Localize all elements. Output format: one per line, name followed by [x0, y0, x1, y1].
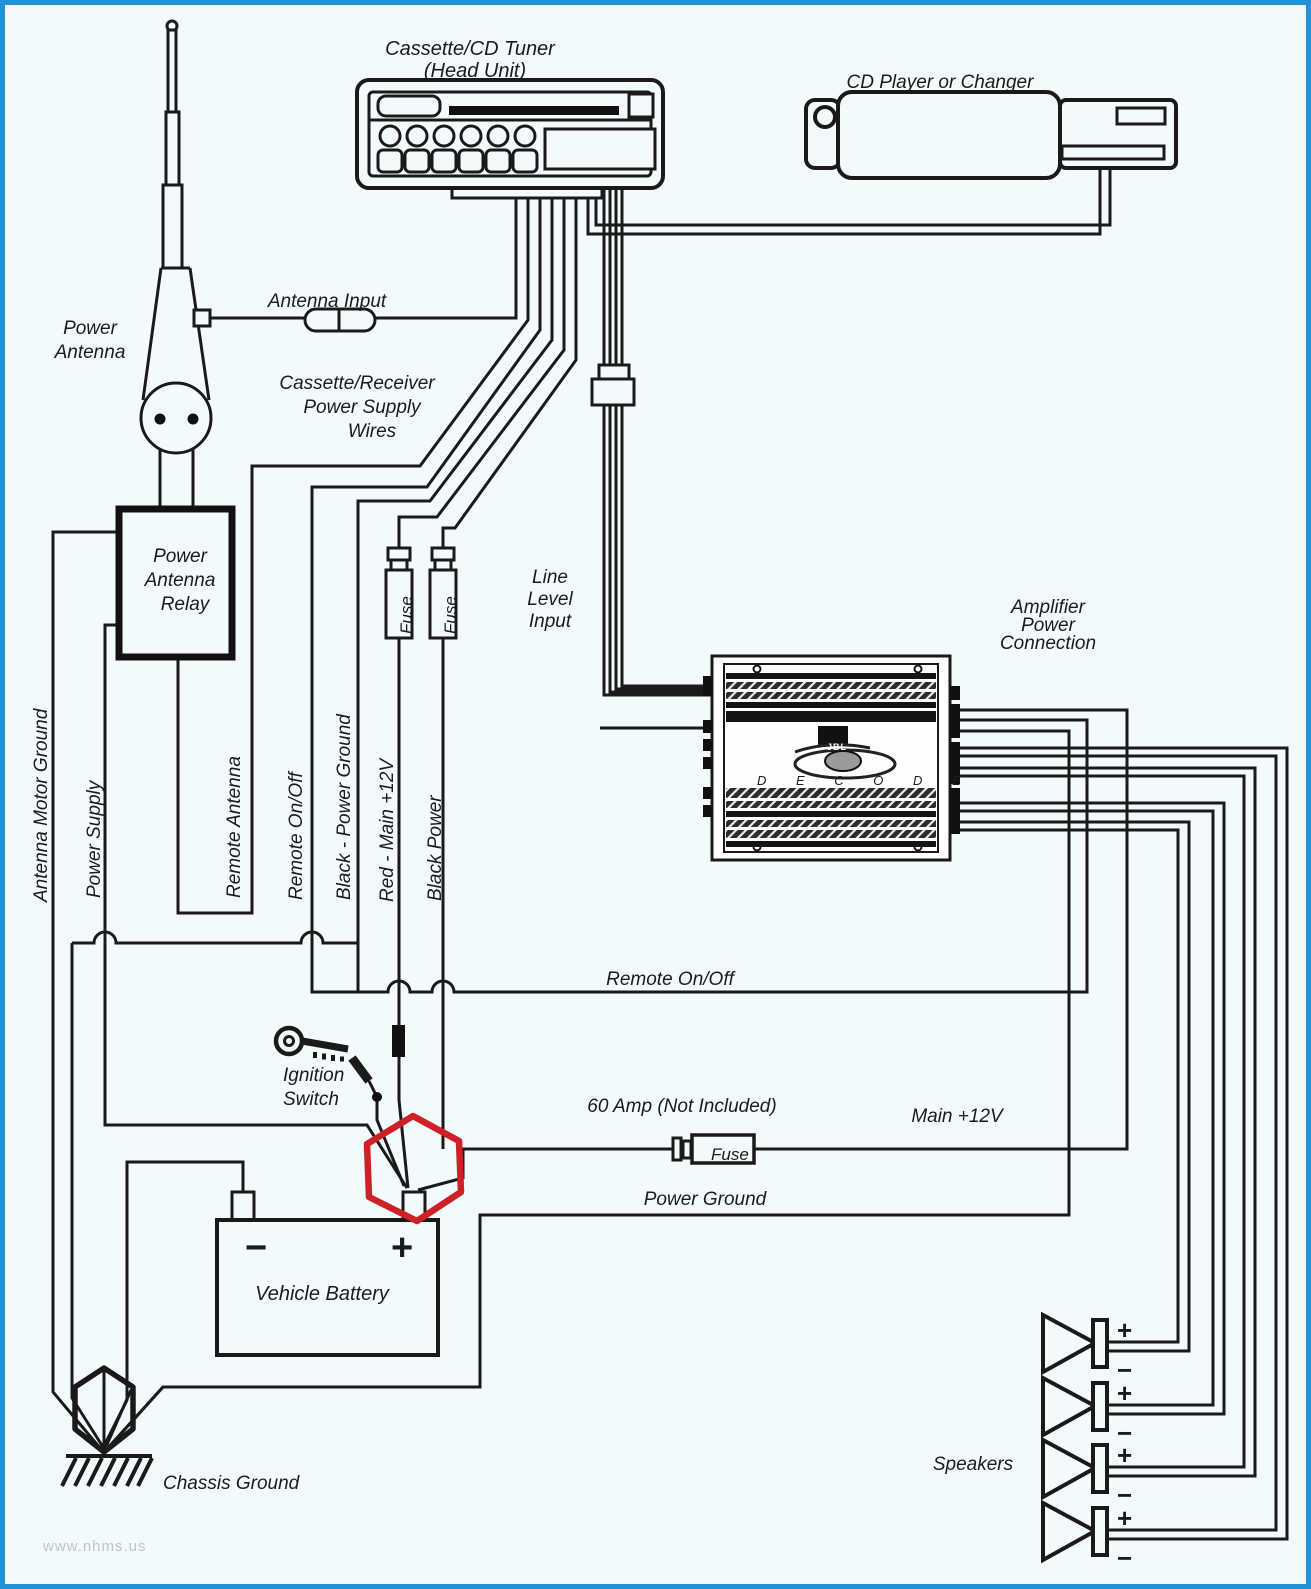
speaker1-pos: +	[1117, 1315, 1133, 1345]
line-level-label-line3: Input	[528, 611, 572, 632]
remote-on-off-label: Remote On/Off	[606, 969, 734, 990]
amplifier-label-line1: Amplifier	[1011, 597, 1085, 618]
watermark: www.nhms.us	[43, 1538, 147, 1555]
ignition-label-line1: Ignition	[283, 1065, 345, 1086]
line-level-label-line2: Level	[527, 589, 573, 610]
head-unit-title-line2: (Head Unit)	[423, 60, 527, 82]
speaker2-neg: −	[1117, 1418, 1133, 1448]
wire-label-black-power-ground: Black - Power Ground	[334, 714, 355, 900]
relay-label-line1: Power	[153, 546, 207, 567]
supply-wires-label-line2: Power Supply	[303, 397, 421, 418]
main-12v-label: Main +12V	[911, 1106, 1003, 1127]
power-antenna-label-line2: Antenna	[54, 342, 126, 363]
power-ground-label: Power Ground	[643, 1189, 767, 1210]
head-unit-icon	[357, 80, 663, 198]
sixty-amp-label: 60 Amp (Not Included)	[587, 1096, 777, 1117]
wiring-svg	[5, 5, 1306, 1584]
cd-player-label: CD Player or Changer	[846, 72, 1034, 93]
fuse60-label: Fuse	[711, 1145, 749, 1164]
wire-label-remote-on-off: Remote On/Off	[286, 772, 307, 900]
ignition-label-line2: Switch	[283, 1089, 339, 1110]
supply-wires-label-line3: Wires	[347, 421, 397, 442]
wire-label-red-main-12v: Red - Main +12V	[377, 758, 398, 902]
antenna-input-label: Antenna Input	[267, 291, 387, 312]
line-level-connector-icon	[592, 365, 634, 405]
power-antenna-icon	[141, 21, 211, 453]
battery-label: Vehicle Battery	[255, 1283, 389, 1305]
battery-plus-symbol: +	[391, 1227, 414, 1269]
speaker1-neg: −	[1117, 1355, 1133, 1385]
wire-label-antenna-motor-ground: Antenna Motor Ground	[31, 708, 52, 902]
speaker4-pos: +	[1117, 1503, 1133, 1533]
amplifier-label-line3: Connection	[999, 633, 1097, 654]
relay-label-line3: Relay	[160, 594, 210, 615]
speaker2-pos: +	[1117, 1378, 1133, 1408]
wire-label-black-power: Black Power	[425, 795, 446, 901]
speaker3-pos: +	[1117, 1440, 1133, 1470]
amplifier-icon	[703, 656, 960, 860]
amp-brand-logo: JBL	[827, 742, 848, 752]
wire-label-remote-antenna: Remote Antenna	[224, 756, 245, 898]
speakers-icon	[1043, 1315, 1107, 1560]
head-unit-title-line1: Cassette/CD Tuner	[385, 38, 555, 60]
fuse1-label: Fuse	[397, 596, 416, 634]
battery-minus-symbol: −	[245, 1227, 268, 1269]
power-antenna-label-line1: Power	[63, 318, 117, 339]
speaker3-neg: −	[1117, 1480, 1133, 1510]
amp-model-text: D E C O D E	[757, 773, 974, 788]
relay-label-line2: Antenna	[144, 570, 216, 591]
fuse2-label: Fuse	[441, 596, 460, 634]
wire-end-marker	[392, 1025, 405, 1057]
speakers-label: Speakers	[932, 1454, 1014, 1475]
line-level-label-line1: Line	[532, 567, 568, 588]
amplifier-label-line2: Power	[1021, 615, 1075, 636]
supply-wires-label-line1: Cassette/Receiver	[279, 373, 435, 394]
speaker4-neg: −	[1117, 1543, 1133, 1573]
wire-label-power-supply: Power Supply	[84, 780, 105, 898]
cd-player-icon	[806, 92, 1176, 178]
chassis-ground-label: Chassis Ground	[163, 1473, 300, 1494]
